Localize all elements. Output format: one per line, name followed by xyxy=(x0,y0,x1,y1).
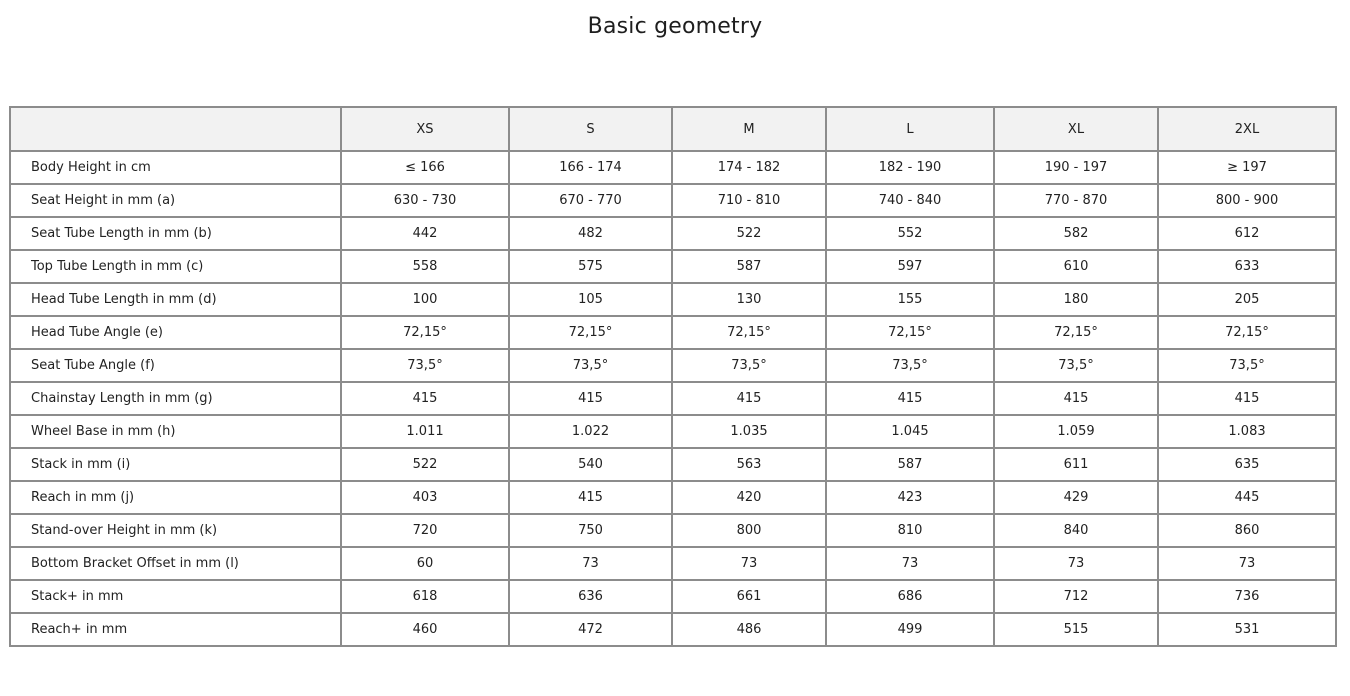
cell-l: 415 xyxy=(826,382,994,415)
cell-l: 552 xyxy=(826,217,994,250)
cell-l: 72,15° xyxy=(826,316,994,349)
row-label: Seat Height in mm (a) xyxy=(10,184,341,217)
row-label: Chainstay Length in mm (g) xyxy=(10,382,341,415)
size-header-xl: XL xyxy=(994,107,1158,151)
cell-s: 105 xyxy=(509,283,672,316)
table-header-row xyxy=(10,107,1336,151)
cell-l: 499 xyxy=(826,613,994,646)
row-label: Seat Tube Length in mm (b) xyxy=(10,217,341,250)
table-row xyxy=(10,151,1336,184)
cell-m: 710 - 810 xyxy=(672,184,826,217)
cell-s: 415 xyxy=(509,382,672,415)
cell-xl: 73,5° xyxy=(994,349,1158,382)
cell-m: 522 xyxy=(672,217,826,250)
page-title: Basic geometry xyxy=(587,14,763,39)
cell-s: 750 xyxy=(509,514,672,547)
cell-xl: 840 xyxy=(994,514,1158,547)
cell-xs: 72,15° xyxy=(341,316,509,349)
cell-l: 810 xyxy=(826,514,994,547)
cell-m: 1.035 xyxy=(672,415,826,448)
cell-2xl: 445 xyxy=(1158,481,1336,514)
cell-xl: 73 xyxy=(994,547,1158,580)
row-label: Seat Tube Angle (f) xyxy=(10,349,341,382)
cell-m: 73 xyxy=(672,547,826,580)
cell-2xl: 73,5° xyxy=(1158,349,1336,382)
cell-2xl: 800 - 900 xyxy=(1158,184,1336,217)
cell-xs: 1.011 xyxy=(341,415,509,448)
table-row xyxy=(10,547,1336,580)
cell-s: 540 xyxy=(509,448,672,481)
cell-2xl: 633 xyxy=(1158,250,1336,283)
cell-s: 1.022 xyxy=(509,415,672,448)
cell-m: 661 xyxy=(672,580,826,613)
cell-xs: 100 xyxy=(341,283,509,316)
cell-l: 587 xyxy=(826,448,994,481)
cell-s: 73 xyxy=(509,547,672,580)
table-row xyxy=(10,514,1336,547)
table-row xyxy=(10,415,1336,448)
size-header-l: L xyxy=(826,107,994,151)
cell-2xl: 73 xyxy=(1158,547,1336,580)
size-header-xs: XS xyxy=(341,107,509,151)
table-row xyxy=(10,250,1336,283)
cell-xl: 180 xyxy=(994,283,1158,316)
cell-l: 423 xyxy=(826,481,994,514)
cell-2xl: 736 xyxy=(1158,580,1336,613)
table-row xyxy=(10,283,1336,316)
row-label: Head Tube Length in mm (d) xyxy=(10,283,341,316)
row-label: Stack in mm (i) xyxy=(10,448,341,481)
cell-s: 482 xyxy=(509,217,672,250)
cell-xs: 618 xyxy=(341,580,509,613)
cell-xs: 73,5° xyxy=(341,349,509,382)
cell-2xl: 612 xyxy=(1158,217,1336,250)
cell-m: 800 xyxy=(672,514,826,547)
size-header-m: M xyxy=(672,107,826,151)
cell-2xl: ≥ 197 xyxy=(1158,151,1336,184)
cell-l: 686 xyxy=(826,580,994,613)
cell-m: 130 xyxy=(672,283,826,316)
cell-xl: 611 xyxy=(994,448,1158,481)
table-row xyxy=(10,349,1336,382)
cell-xs: 460 xyxy=(341,613,509,646)
cell-s: 670 - 770 xyxy=(509,184,672,217)
cell-s: 575 xyxy=(509,250,672,283)
cell-xs: 403 xyxy=(341,481,509,514)
cell-m: 72,15° xyxy=(672,316,826,349)
cell-xs: ≤ 166 xyxy=(341,151,509,184)
cell-2xl: 1.083 xyxy=(1158,415,1336,448)
table-row xyxy=(10,316,1336,349)
cell-2xl: 415 xyxy=(1158,382,1336,415)
cell-2xl: 635 xyxy=(1158,448,1336,481)
cell-2xl: 860 xyxy=(1158,514,1336,547)
cell-m: 415 xyxy=(672,382,826,415)
row-label: Body Height in cm xyxy=(10,151,341,184)
cell-m: 174 - 182 xyxy=(672,151,826,184)
cell-xl: 72,15° xyxy=(994,316,1158,349)
cell-xl: 712 xyxy=(994,580,1158,613)
cell-xs: 558 xyxy=(341,250,509,283)
cell-l: 597 xyxy=(826,250,994,283)
cell-2xl: 72,15° xyxy=(1158,316,1336,349)
cell-xs: 522 xyxy=(341,448,509,481)
size-header-2xl: 2XL xyxy=(1158,107,1336,151)
cell-xs: 720 xyxy=(341,514,509,547)
table-row xyxy=(10,580,1336,613)
table-body xyxy=(10,151,1336,646)
cell-s: 472 xyxy=(509,613,672,646)
row-label: Reach in mm (j) xyxy=(10,481,341,514)
cell-s: 166 - 174 xyxy=(509,151,672,184)
row-label: Stack+ in mm xyxy=(10,580,341,613)
row-label: Reach+ in mm xyxy=(10,613,341,646)
cell-xl: 515 xyxy=(994,613,1158,646)
cell-xl: 610 xyxy=(994,250,1158,283)
cell-xs: 60 xyxy=(341,547,509,580)
cell-xs: 415 xyxy=(341,382,509,415)
row-label: Top Tube Length in mm (c) xyxy=(10,250,341,283)
cell-xl: 582 xyxy=(994,217,1158,250)
cell-xs: 630 - 730 xyxy=(341,184,509,217)
cell-l: 73 xyxy=(826,547,994,580)
cell-m: 587 xyxy=(672,250,826,283)
cell-s: 73,5° xyxy=(509,349,672,382)
table-row xyxy=(10,448,1336,481)
table-row xyxy=(10,481,1336,514)
table-row xyxy=(10,184,1336,217)
cell-s: 72,15° xyxy=(509,316,672,349)
cell-l: 740 - 840 xyxy=(826,184,994,217)
row-label: Stand-over Height in mm (k) xyxy=(10,514,341,547)
cell-xl: 1.059 xyxy=(994,415,1158,448)
cell-l: 1.045 xyxy=(826,415,994,448)
row-label: Bottom Bracket Offset in mm (l) xyxy=(10,547,341,580)
cell-xl: 770 - 870 xyxy=(994,184,1158,217)
cell-2xl: 531 xyxy=(1158,613,1336,646)
table-row xyxy=(10,217,1336,250)
cell-xl: 190 - 197 xyxy=(994,151,1158,184)
cell-xl: 429 xyxy=(994,481,1158,514)
cell-s: 415 xyxy=(509,481,672,514)
cell-m: 73,5° xyxy=(672,349,826,382)
cell-xs: 442 xyxy=(341,217,509,250)
cell-s: 636 xyxy=(509,580,672,613)
cell-m: 420 xyxy=(672,481,826,514)
row-label: Head Tube Angle (e) xyxy=(10,316,341,349)
cell-2xl: 205 xyxy=(1158,283,1336,316)
table-row xyxy=(10,613,1336,646)
cell-l: 73,5° xyxy=(826,349,994,382)
cell-m: 486 xyxy=(672,613,826,646)
cell-l: 182 - 190 xyxy=(826,151,994,184)
header-corner-cell xyxy=(10,107,341,151)
size-header-s: S xyxy=(509,107,672,151)
cell-xl: 415 xyxy=(994,382,1158,415)
geometry-table xyxy=(9,106,1337,647)
cell-l: 155 xyxy=(826,283,994,316)
cell-m: 563 xyxy=(672,448,826,481)
row-label: Wheel Base in mm (h) xyxy=(10,415,341,448)
table-row xyxy=(10,382,1336,415)
